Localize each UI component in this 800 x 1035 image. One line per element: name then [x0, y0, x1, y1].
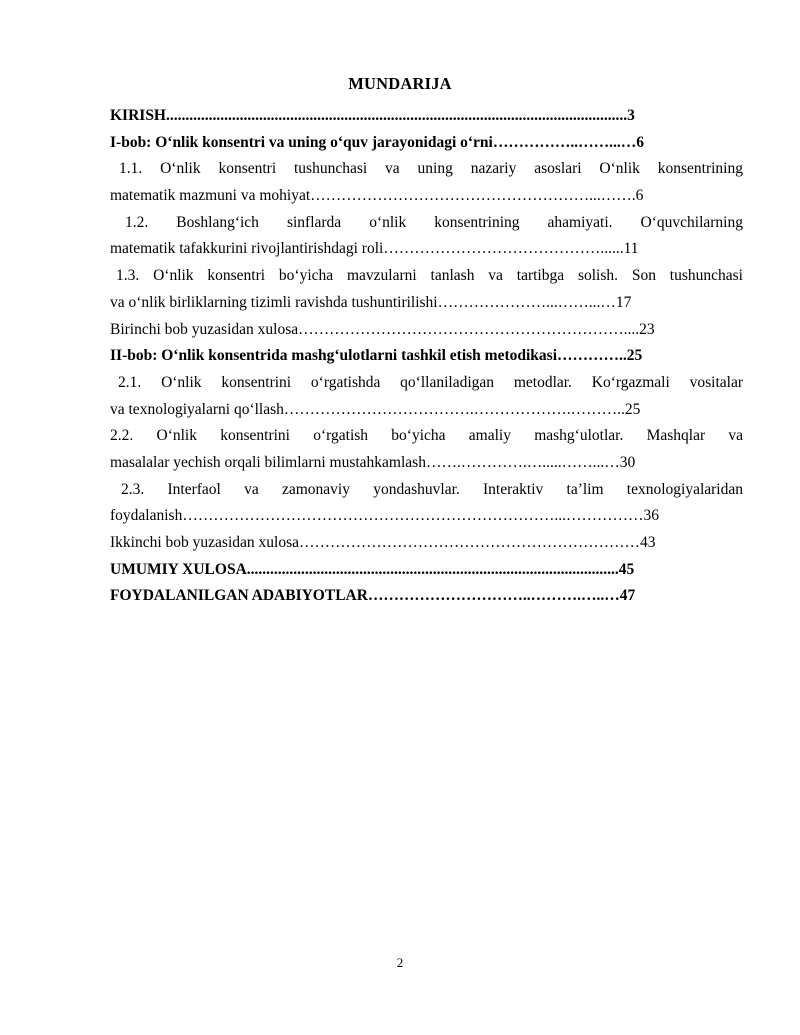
toc-entry-section-2-1: 2.1. O‘nlik konsentrini o‘rgatishda qo‘llaniladigan metodlar. Ko‘rgazmali vositalar — [118, 373, 743, 391]
toc-entry-chapter-2-conclusion: Ikkinchi bob yuzasidan xulosa…………………………………………………………43 — [110, 534, 656, 551]
toc-entry-general-conclusion: UMUMIY XULOSA................................................................................................45 — [110, 560, 635, 578]
toc-entry-references: FOYDALANILGAN ADABIYOTLAR…………………………..……….…..…47 — [110, 587, 636, 605]
toc-entry-section-1-2-cont: matematik tafakkurini rivojlantirishdagi roli……………………………………......11 — [110, 240, 639, 258]
table-of-contents — [110, 103, 743, 610]
toc-entry-kirish: KIRISH.......................................................................................................................3 — [110, 107, 635, 124]
toc-entry-section-2-1-cont: va texnologiyalarni qo‘llash……………………………….……………….………..25 — [110, 400, 641, 418]
toc-entry-section-1-3-cont: va o‘nlik birliklarning tizimli ravishda tushuntirilishi…………………...……...…17 — [110, 293, 632, 311]
toc-entry-chapter-1: I-bob: O‘nlik konsentri va uning o‘quv jarayonidagi o‘rni……………..……...…6 — [110, 133, 644, 151]
toc-entry-chapter-2: II-bob: O‘nlik konsentrida mashg‘ulotlarni tashkil etish metodikasi…………..25 — [110, 347, 643, 365]
toc-entry-section-1-2: 1.2. Boshlang‘ich sinflarda o‘nlik konsentrining ahamiyati. O‘quvchilarning — [125, 213, 743, 231]
toc-entry-section-2-2-cont: masalalar yechish orqali bilimlarni mustahkamlash…….………….….....……...…30 — [110, 453, 636, 471]
toc-entry-section-2-3-cont: foydalanish………………………………………………………………...……………36 — [110, 507, 659, 525]
page-number: 2 — [396, 955, 404, 970]
toc-entry-section-1-1: 1.1. O‘nlik konsentri tushunchasi va uning nazariy asoslari O‘nlik konsentrining — [119, 160, 743, 178]
toc-entry-section-1-3: 1.3. O‘nlik konsentri bo‘yicha mavzularni tanlash va tartibga solish. Son tushunchasi — [116, 267, 743, 285]
page-title: MUNDARIJA — [348, 74, 452, 93]
toc-entry-section-2-2: 2.2. O‘nlik konsentrini o‘rgatish bo‘yicha amaliy mashg‘ulotlar. Mashqlar va — [110, 427, 743, 445]
toc-entry-section-1-1-cont: matematik mazmuni va mohiyat………………………………………………...…….6 — [110, 187, 644, 205]
toc-entry-section-2-3: 2.3. Interfaol va zamonaviy yondashuvlar. Interaktiv ta’lim texnologiyalaridan — [121, 480, 743, 498]
toc-entry-chapter-1-conclusion: Birinchi bob yuzasidan xulosa………………………………………………………....23 — [110, 320, 655, 338]
